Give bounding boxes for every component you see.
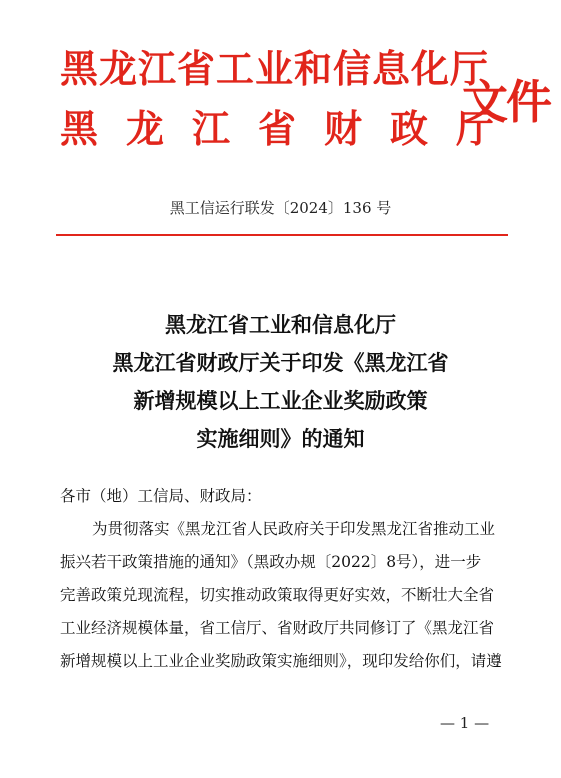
document-title <box>0 306 561 458</box>
paragraph-line: 完善政策兑现流程，切实推动政策取得更好实效，不断壮大全省 <box>60 586 495 604</box>
title-line: 黑龙江省财政厅关于印发《黑龙江省 <box>112 351 449 375</box>
paragraph-line: 新增规模以上工业企业奖励政策实施细则》，现印发给你们，请遵 <box>60 652 502 670</box>
title-line: 新增规模以上工业企业奖励政策 <box>133 389 428 413</box>
paragraph-line: 为贯彻落实《黑龙江省人民政府关于印发黑龙江省推动工业 <box>92 520 496 538</box>
paragraph-line: 振兴若干政策措施的通知》（黑政办规〔2022〕8号），进一步 <box>60 553 482 571</box>
paragraph-line: 工业经济规模体量，省工信厅、省财政厅共同修订了《黑龙江省 <box>60 619 495 637</box>
title-line: 黑龙江省工业和信息化厅 <box>165 313 396 337</box>
document-type-label: 文件 <box>462 75 550 129</box>
salutation: 各市（地）工信局、财政局： <box>60 487 262 505</box>
issuer-line-1: 黑龙江省工业和信息化厅 <box>60 47 490 91</box>
document-number: 黑工信运行联发〔2024〕136 号 <box>169 199 392 217</box>
document-body <box>60 480 512 678</box>
issuer-line-2: 黑龙江省财政厅 <box>60 107 523 151</box>
title-line: 实施细则》的通知 <box>196 427 365 451</box>
red-divider-line <box>56 234 508 236</box>
page-number: — 1 — <box>440 714 490 732</box>
